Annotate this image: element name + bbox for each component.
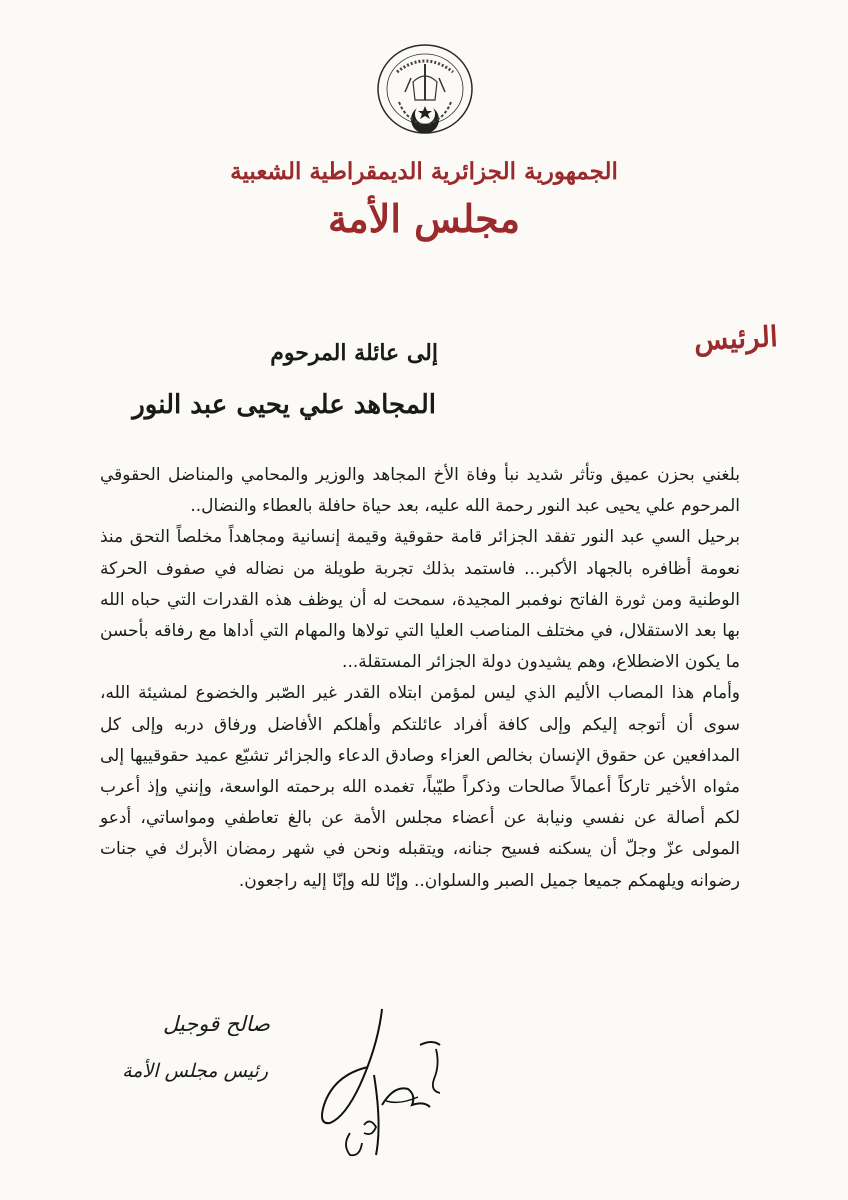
state-seal-emblem: [375, 42, 475, 136]
body-paragraph-1: بلغني بحزن عميق وتأثر شديد نبأ وفاة الأخ المجاهد والوزير والمحامي والمناضل الحقوقي المرحوم علي يحيى عبد النور رحمة الله عليه، بعد حياة حافلة بالعطاء والنضال..: [100, 465, 740, 517]
recipient-line-2: المجاهد علي يحيى عبد النور: [132, 390, 436, 420]
body-paragraph-3: وأمام هذا المصاب الأليم الذي ليس لمؤمن ابتلاه القدر غير الصّبر والخضوع لمشيئة الله، سوى أن أتوجه إليكم وإلى كافة أفراد عائلتكم وأهلكم الأفاضل ورفاق دربه وإلى كل المدافعين عن حقوق الإنسان بخالص العزاء وصادق الدعاء والجزائر تشيّع عميد حقوقييها إلى مثواه الأخير تاركاً أعمالاً صالحات وذكراً طيّباً، تغمده الله برحمته الواسعة، وإنني وإذ أعرب لكم أصالة عن نفسي ونيابة عن أعضاء مجلس الأمة عن بالغ تعاطفي ومواساتي، أدعو المولى عزّ وجلّ أن يسكنه فسيح جنانه، ويتقبله ونحن في شهر رمضان الأبرك في جنات رضوانه ويلهمكم جميعا جميل الصبر والسلوان.. وإنّا لله وإنّا إليه راجعون.: [100, 683, 740, 891]
republic-heading: الجمهورية الجزائرية الديمقراطية الشعبية: [230, 158, 618, 185]
president-label: الرئيس: [693, 319, 779, 358]
letter-body: [100, 460, 780, 897]
handwritten-signature: [290, 1005, 470, 1165]
body-paragraph-2: برحيل السي عبد النور تفقد الجزائر قامة حقوقية وقيمة إنسانية ومجاهداً مخلصاً التحق منذ نعومة أظافره بالجهاد الأكبر... فاستمد بذلك تجربة طويلة من نضاله في صفوف الحركة الوطنية ومن ثورة الفاتح نوفمبر المجيدة، سمحت له أن يوظف هذه القدرات التي حباه الله بها بعد الاستقلال، في مختلف المناصب العليا التي تولاها والمهام التي أداها مع رفاقه بأحسن ما يكون الاضطلاع، وهم يشيدون دولة الجزائر المستقلة...: [100, 527, 740, 673]
signatory-title: رئيس مجلس الأمة: [122, 1060, 268, 1082]
recipient-line-1: إلى عائلة المرحوم: [270, 340, 438, 366]
council-heading: مجلس الأمة: [327, 196, 521, 241]
signatory-name: صالح قوجيل: [163, 1012, 270, 1036]
